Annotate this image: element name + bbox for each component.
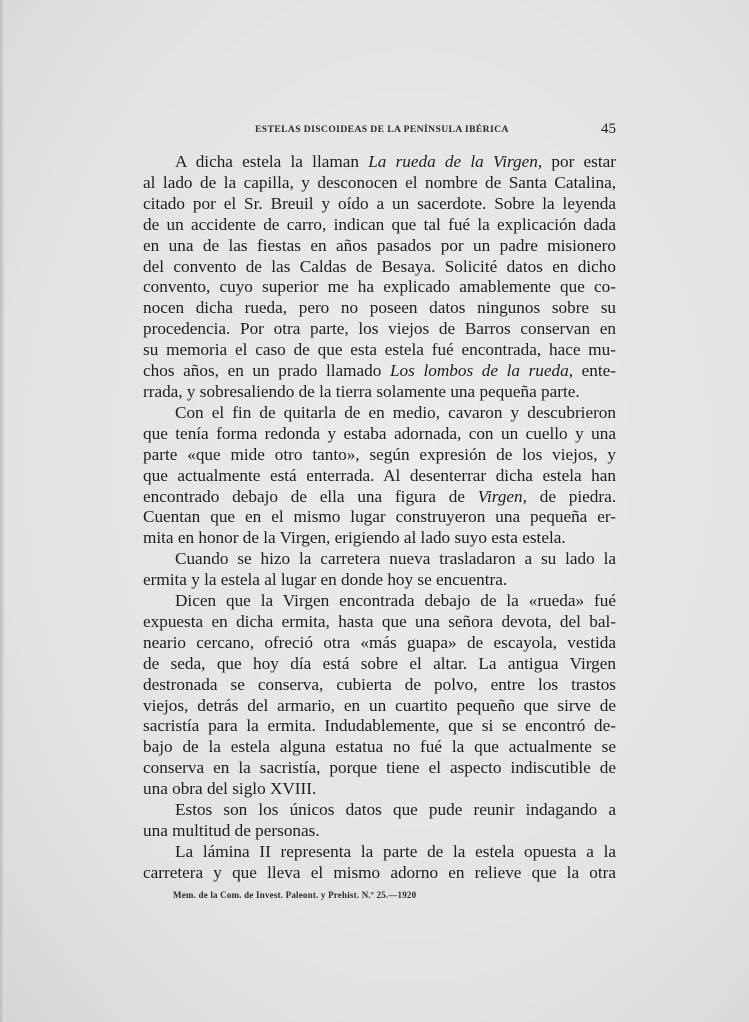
text-line (143, 779, 616, 800)
text-line (143, 737, 616, 758)
text-line (143, 152, 616, 173)
text-segment: convento, cuyo superior me ha explicado amablemente que co- (143, 277, 616, 297)
text-segment: Cuando se hizo la carretera nueva trasladaron a su lado la (175, 549, 616, 569)
paragraph (143, 549, 616, 591)
text-line (143, 382, 616, 403)
italic-text: Virgen, (477, 486, 527, 506)
text-line (143, 194, 616, 215)
text-line (143, 257, 616, 278)
footer-citation: Mem. de la Com. de Invest. Paleont. y Prehist. N.º 25.—1920 (173, 890, 417, 900)
text-line (143, 487, 616, 508)
text-segment: destronada se conserva, cubierta de polvo, entre los trastos (143, 674, 616, 694)
paragraph (143, 152, 616, 403)
text-line (143, 466, 616, 487)
text-segment: una multitud de personas. (143, 821, 320, 840)
paragraph (143, 403, 616, 549)
text-segment: viejos, detrás del armario, en un cuartito pequeño que sirve de (143, 695, 616, 715)
text-line (143, 424, 616, 445)
italic-text: Los lombos de la rueda, (390, 361, 574, 381)
text-segment: conserva en la sacristía, porque tiene el aspecto indiscutible de (143, 758, 616, 778)
text-segment: al lado de la capilla, y desconocen el nombre de Santa Catalina, (143, 172, 616, 192)
page-edge (0, 0, 5, 1022)
text-segment: de seda, que hoy día está sobre el altar. La antigua Virgen (143, 653, 616, 673)
text-line (143, 236, 616, 257)
text-segment: mita en honor de la Virgen, erigiendo al lado suyo esta estela. (143, 528, 566, 548)
text-segment: carretera y que lleva el mismo adorno en relieve que la otra (143, 862, 616, 882)
paragraph (143, 842, 616, 884)
text-line (143, 842, 616, 863)
text-segment: La lámina II representa la parte de la estela opuesta a la (175, 841, 616, 861)
text-line (143, 549, 616, 570)
text-segment: ente- (573, 361, 616, 381)
text-segment: por estar (542, 152, 616, 171)
text-segment: parte «que mide otro tanto», según expresión de los viejos, y (143, 444, 616, 464)
text-line (143, 507, 616, 528)
text-segment: Dicen que la Virgen encontrada debajo de la «rueda» fué (175, 591, 616, 611)
text-segment: bajo de la estela alguna estatua no fué la que actualmente se (143, 737, 616, 757)
body-text (143, 152, 616, 884)
text-line (143, 821, 616, 842)
text-segment: de un accidente de carro, indican que tal fué la explicación dada (143, 214, 616, 234)
text-segment: rrada, y sobresaliendo de la tierra solamente una pequeña parte. (143, 381, 580, 401)
text-segment: citado por el Sr. Breuil y oído a un sacerdote. Sobre la leyenda (143, 193, 616, 213)
text-line (143, 298, 616, 319)
text-segment: de piedra. (526, 486, 616, 506)
text-line (143, 758, 616, 779)
text-line (143, 675, 616, 696)
text-segment: chos años, en un prado llamado (143, 361, 390, 381)
text-segment: en una de las fiestas en años pasados por un padre misionero (143, 235, 616, 255)
text-line (143, 445, 616, 466)
text-line (143, 863, 616, 884)
text-segment: ermita y la estela al lugar en donde hoy se encuentra. (143, 570, 508, 590)
text-line (143, 591, 616, 612)
text-segment: sacristía para la ermita. Indudablemente, que si se encontró de- (143, 716, 616, 736)
text-line (143, 528, 616, 549)
text-segment: que actualmente está enterrada. Al desenterrar dicha estela han (143, 465, 616, 485)
text-line (143, 403, 616, 424)
text-line (143, 340, 616, 361)
text-line (143, 696, 616, 717)
text-segment: que tenía forma redonda y estaba adornada, con un cuello y una (143, 423, 616, 443)
text-line (143, 277, 616, 298)
text-line (143, 800, 616, 821)
page-number: 45 (601, 121, 616, 137)
text-segment: A dicha estela la llaman (175, 152, 369, 171)
text-segment: Cuentan que en el mismo lugar construyeron una pequeña er- (143, 507, 616, 527)
text-segment: procedencia. Por otra parte, los viejos de Barros conservan en (143, 319, 616, 339)
text-segment: Estos son los únicos datos que pude reunir indagando a (175, 800, 616, 820)
text-line (143, 361, 616, 382)
paragraph (143, 591, 616, 800)
text-segment: una obra del siglo XVIII. (143, 779, 317, 799)
text-line (143, 215, 616, 236)
text-line (143, 319, 616, 340)
text-segment: del convento de las Caldas de Besaya. Solicité datos en dicho (143, 256, 616, 276)
text-segment: nocen dicha rueda, pero no poseen datos ningunos sobre su (143, 298, 616, 318)
page-header (143, 121, 616, 140)
text-segment: expuesta en dicha ermita, hasta que una señora devota, del bal- (143, 611, 616, 631)
text-segment: neario cercano, ofreció otra «más guapa» de escayola, vestida (143, 632, 616, 652)
text-line (143, 633, 616, 654)
text-segment: su memoria el caso de que esta estela fué encontrada, hace mu- (143, 340, 616, 360)
text-line (143, 570, 616, 591)
text-line (143, 173, 616, 194)
text-line (143, 612, 616, 633)
running-title: ESTELAS DISCOIDEAS DE LA PENÍNSULA IBÉRICA (255, 124, 509, 135)
text-line (143, 654, 616, 675)
text-segment: Con el fin de quitarla de en medio, cavaron y descubrieron (175, 402, 616, 422)
text-line (143, 716, 616, 737)
italic-text: La rueda de la Virgen, (368, 152, 543, 171)
paragraph (143, 800, 616, 842)
text-segment: encontrado debajo de ella una figura de (143, 486, 478, 506)
